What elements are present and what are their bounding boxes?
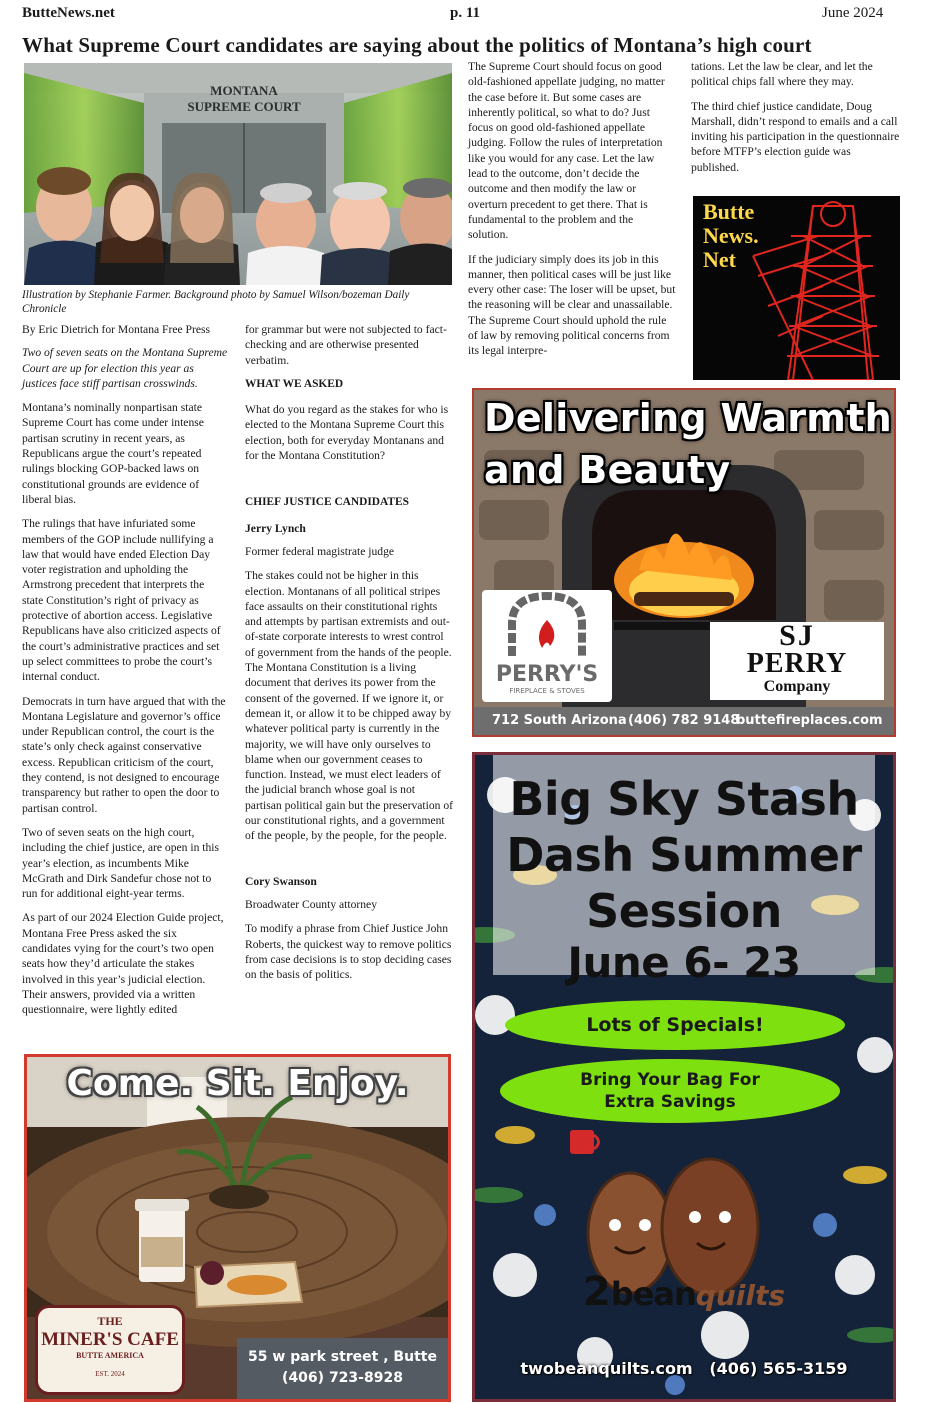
buttenews-logo[interactable] [693,196,900,380]
twobean-logo [475,1269,893,1315]
byline: By Eric Dietrich for Montana Free Press [22,323,211,336]
logo-city: BUTTE AMERICA [76,1351,144,1360]
candidate-name: Jerry Lynch [245,521,306,535]
sj-perry-line-1: SJ [779,619,815,652]
article-column-4 [691,59,901,184]
logo-quilts: quilts [695,1279,786,1312]
perrys-subtitle: FIREPLACE & STOVES [509,687,585,695]
article-column-3 [468,59,676,368]
savings-badge [500,1059,840,1123]
paragraph: The rulings that have infuriated some members of the GOP include nullifying a law that would have ended Election Day voter registration and upholding the Armstrong precedent that interprets the state Constitution’s right of privacy as protective of abortion access. Legislative Republicans have also criticized aspects of the court’s administrative practices and set up select committees to probe the court’s internal conduct. [22,517,221,684]
quilt-title-line-3: Session [586,884,782,938]
candidate-answer: To modify a phrase from Chief Justice John Roberts, the quickest way to remove politics from case decisions is to stop deciding cases on the basis of politics. [245,922,452,982]
paragraph: Democrats in turn have argued that with the Montana Legislature and governor’s office under Republican control, the court is the state’s only check against conservative excess. Republican criticism of the court, they contend, is not designed to encourage transparency but rather to open the door to partisan control. [22,694,226,815]
photo-caption: Illustration by Stephanie Farmer. Background photo by Samuel Wilson/bozeman Daily Chronicle [22,289,410,315]
perrys-logo [482,590,612,702]
section-heading: CHIEF JUSTICE CANDIDATES [245,496,409,509]
logo-line-1: Butte [703,199,755,224]
logo-bean: bean [610,1275,696,1313]
sj-perry-logo [710,619,884,700]
quilt-shop-ad[interactable] [472,752,896,1402]
photo-illustration [24,63,452,285]
section-heading: WHAT WE ASKED [245,377,344,390]
miners-cafe-logo [35,1305,185,1395]
fireplace-ad[interactable] [472,388,896,737]
site-name: ButteNews.net [22,5,115,21]
cafe-headline: Come. Sit. Enjoy. [66,1063,409,1104]
ad-headline-line-2: and Beauty [484,448,731,492]
paragraph: The third chief justice candidate, Doug Marshall, didn’t respond to emails and a call inviting his participation in the questionnaire before MTFP’s election guide was published. [691,99,900,174]
fireplace-phone: (406) 782 9148 [628,713,740,728]
candidate-answer: The stakes could not be higher in this election. Montanans of all political stripes face assaults on their constitutional rights and attempts by partisan extremists and out-of-state corporate interests to wrest control of government from the hands of the people. The Montana Constitution is a living document that derives its power from the consent of the governed. If we ignore it, or demean it, or allow it to be chipped away by whatever political party is currently in the majority, we will have only ourselves to blame when our government ceases to function. Instead, we must elect leaders of the judicial branch whose goal is not partisan political gain but the preservation of our constitutional rights, and a government of the people, by the people, for the people. [245,569,453,843]
paragraph: As part of our 2024 Election Guide project, Montana Free Press asked the six candidates vying for the court’s two open seats how they’d articulate the stakes involved in this year’s judicial election. Their answers, provided via a written questionnaire, were lightly edited [22,911,224,1017]
paragraph: If the judiciary simply does its job in this manner, then political cases will be just like every other case: The loser will be upset, but the reasoning will be clear and unassailable. The Supreme Court should uphold the rule of law by removing political concerns from its legal interpre- [468,252,676,358]
logo-number: 2 [582,1269,611,1315]
fireplace-website[interactable]: buttefireplaces.com [736,713,883,728]
savings-text-line-1: Bring Your Bag For [580,1070,760,1090]
question-text: What do you regard as the stakes for who is elected to the Montana Supreme Court this election, both for everyday Montanans and for the Montana Constitution? [245,403,449,463]
cafe-address: 55 w park street , Butte [248,1349,437,1365]
miners-cafe-ad[interactable] [24,1054,451,1402]
sj-perry-line-2: PERRY [746,648,848,679]
logo-cafe-name: MINER'S CAFE [41,1329,179,1350]
logo-line-2: News. [703,223,759,248]
paragraph: The Supreme Court should focus on good old-fashioned appellate judging, no matter the case before it. But some cases are inherently political, so what to do? Just focus on good old-fashioned appellate judging. Follow the rules of interpretation like you would for any case. Let the law lead to the outcome, don’t decide the outcome and then modify the law or overturn precedent to get there. That is fundamental to the problem and the solution. [468,60,665,242]
paragraph: tations. Let the law be clear, and let the political chips fall where they may. [691,60,873,89]
quilt-dates: June 6- 23 [567,938,801,987]
quilt-title-line-2: Dash Summer [506,828,862,882]
issue-date: June 2024 [822,5,884,21]
article-deck: Two of seven seats on the Montana Supreme Court are up for election this year as justices face stiff partisan crosswinds. [22,346,228,390]
specials-text: Lots of Specials! [586,1014,764,1036]
article-column-1 [22,322,228,1026]
savings-text-line-2: Extra Savings [604,1092,736,1112]
perrys-brand: PERRY'S [495,662,599,687]
cafe-contact-panel [237,1338,448,1399]
sj-perry-line-3: Company [763,678,831,695]
fireplace-arch-icon [482,590,612,658]
fireplace-address: 712 South Arizona [492,713,627,728]
cafe-phone: (406) 723-8928 [282,1370,403,1386]
article-column-2 [245,322,454,991]
ad-headline-line-1: Delivering Warmth [484,396,893,440]
sign-line-1: MONTANA [210,83,278,98]
page-number: p. 11 [450,5,481,21]
logo-est: EST. 2024 [95,1370,125,1378]
paragraph: for grammar but were not subjected to fact-checking and are otherwise presented verbatim. [245,323,447,367]
candidate-name: Cory Swanson [245,874,317,888]
sign-line-2: SUPREME COURT [187,99,301,114]
quilt-phone: (406) 565-3159 [709,1359,848,1378]
paragraph: Montana’s nominally nonpartisan state Supreme Court has come under intense partisan scrutiny in recent years, as Republicans argue the court’s repeated rulings blocking GOP-backed laws on constitutional grounds are evidence of liberal bias. [22,401,204,506]
fireplace-ad-contact [474,707,894,735]
headline: What Supreme Court candidates are saying about the politics of Montana’s high court [22,33,812,57]
quilt-title-line-1: Big Sky Stash [509,772,859,826]
specials-badge [505,1000,845,1050]
quilt-website[interactable]: twobeanquilts.com [520,1359,693,1378]
logo-the: THE [97,1314,123,1328]
court-candidates-photo [24,63,452,285]
candidate-title: Former federal magistrate judge [245,544,395,558]
logo-line-3: Net [703,247,736,272]
quilt-contact [475,1359,893,1378]
paragraph: Two of seven seats on the high court, including the chief justice, are open in this year’s election, as incumbents Mike McGrath and Dirk Sandefur chose not to run for additional eight-year terms. [22,825,220,901]
candidate-title: Broadwater County attorney [245,897,378,911]
